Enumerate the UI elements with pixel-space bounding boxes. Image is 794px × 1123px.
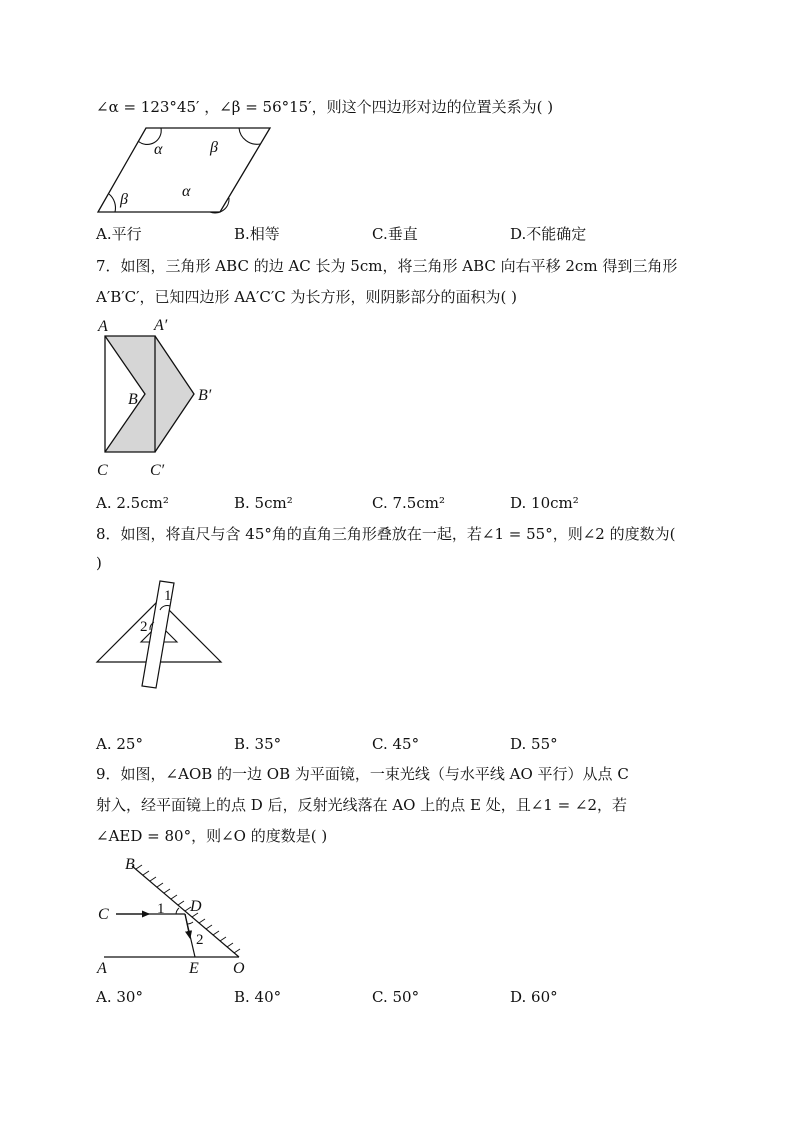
q7-stem-line1: 7．如图，三角形 ABC 的边 AC 长为 5cm，将三角形 ABC 向右平移 2cm 得到三角形 — [96, 257, 678, 275]
reflected-arrow — [185, 914, 190, 938]
beta-label-top: β — [210, 139, 218, 156]
q8-option-b[interactable]: B. 35° — [234, 735, 282, 753]
q6-option-b[interactable]: B.相等 — [234, 225, 280, 243]
label-C-prime: C′ — [150, 462, 165, 479]
q9-stem-line3: ∠AED = 80°，则∠O 的度数是( ) — [96, 827, 328, 845]
q8-ruler-triangle-figure — [94, 578, 226, 690]
angle-label-1: 1 — [157, 901, 165, 917]
angle-1-arc — [176, 908, 179, 914]
angle-label-2: 2 — [140, 619, 148, 635]
q9-stem-line1: 9．如图，∠AOB 的一边 OB 为平面镜，一束光线（与水平线 AO 平行）从点 C — [96, 765, 629, 783]
q7-option-b[interactable]: B. 5cm² — [234, 494, 293, 512]
q7-option-c[interactable]: C. 7.5cm² — [372, 494, 445, 512]
q9-mirror-figure — [94, 854, 254, 978]
q9-option-c[interactable]: C. 50° — [372, 988, 420, 1006]
angle-label-2: 2 — [196, 932, 204, 948]
q8-stem-line1: 8．如图，将直尺与含 45°角的直角三角形叠放在一起，若∠1 = 55°，则∠2 的度数为( — [96, 525, 676, 543]
beta-label-bottom: β — [120, 191, 128, 208]
label-A: A — [97, 960, 107, 977]
q7-option-a[interactable]: A. 2.5cm² — [96, 494, 169, 512]
label-E: E — [189, 960, 199, 977]
shaded-region — [105, 336, 194, 452]
angle-arc-bottom-left — [109, 194, 115, 212]
mirror-OB — [132, 866, 239, 957]
q9-stem-line2: 射入，经平面镜上的点 D 后，反射光线落在 AO 上的点 E 处，且∠1 = ∠2，若 — [96, 796, 628, 814]
q7-option-d[interactable]: D. 10cm² — [510, 494, 579, 512]
angle-arc-top-right — [239, 128, 260, 144]
q7-stem-line2: A′B′C′，已知四边形 AA′C′C 为长方形，则阴影部分的面积为( ) — [96, 288, 517, 306]
alpha-label-top: α — [154, 141, 163, 158]
label-D: D — [190, 898, 202, 915]
q8-option-c[interactable]: C. 45° — [372, 735, 420, 753]
q9-option-a[interactable]: A. 30° — [96, 988, 143, 1006]
q6-stem: ∠α = 123°45′ ，∠β = 56°15′，则这个四边形对边的位置关系为( ) — [96, 98, 554, 116]
q6-parallelogram-figure — [94, 124, 274, 216]
label-A-prime: A′ — [154, 317, 168, 334]
q8-option-d[interactable]: D. 55° — [510, 735, 558, 753]
angle-2-arc — [187, 922, 193, 924]
alpha-label-bottom: α — [182, 183, 191, 200]
mirror-hatching — [136, 865, 240, 953]
q6-option-d[interactable]: D.不能确定 — [510, 225, 587, 243]
label-A: A — [98, 318, 108, 335]
q6-option-c[interactable]: C.垂直 — [372, 225, 418, 243]
q7-translation-figure — [94, 316, 224, 482]
q9-option-d[interactable]: D. 60° — [510, 988, 558, 1006]
label-B-prime: B′ — [198, 387, 212, 404]
angle-label-1: 1 — [164, 588, 172, 604]
label-B: B — [125, 856, 135, 873]
q6-option-a[interactable]: A.平行 — [96, 225, 142, 243]
label-C: C — [98, 906, 109, 923]
q8-stem-line2: ) — [96, 554, 102, 572]
label-C: C — [97, 462, 108, 479]
label-B: B — [128, 391, 138, 408]
q9-option-b[interactable]: B. 40° — [234, 988, 282, 1006]
angle-arc-bottom-right — [210, 198, 229, 213]
label-O: O — [233, 960, 245, 977]
q8-option-a[interactable]: A. 25° — [96, 735, 143, 753]
